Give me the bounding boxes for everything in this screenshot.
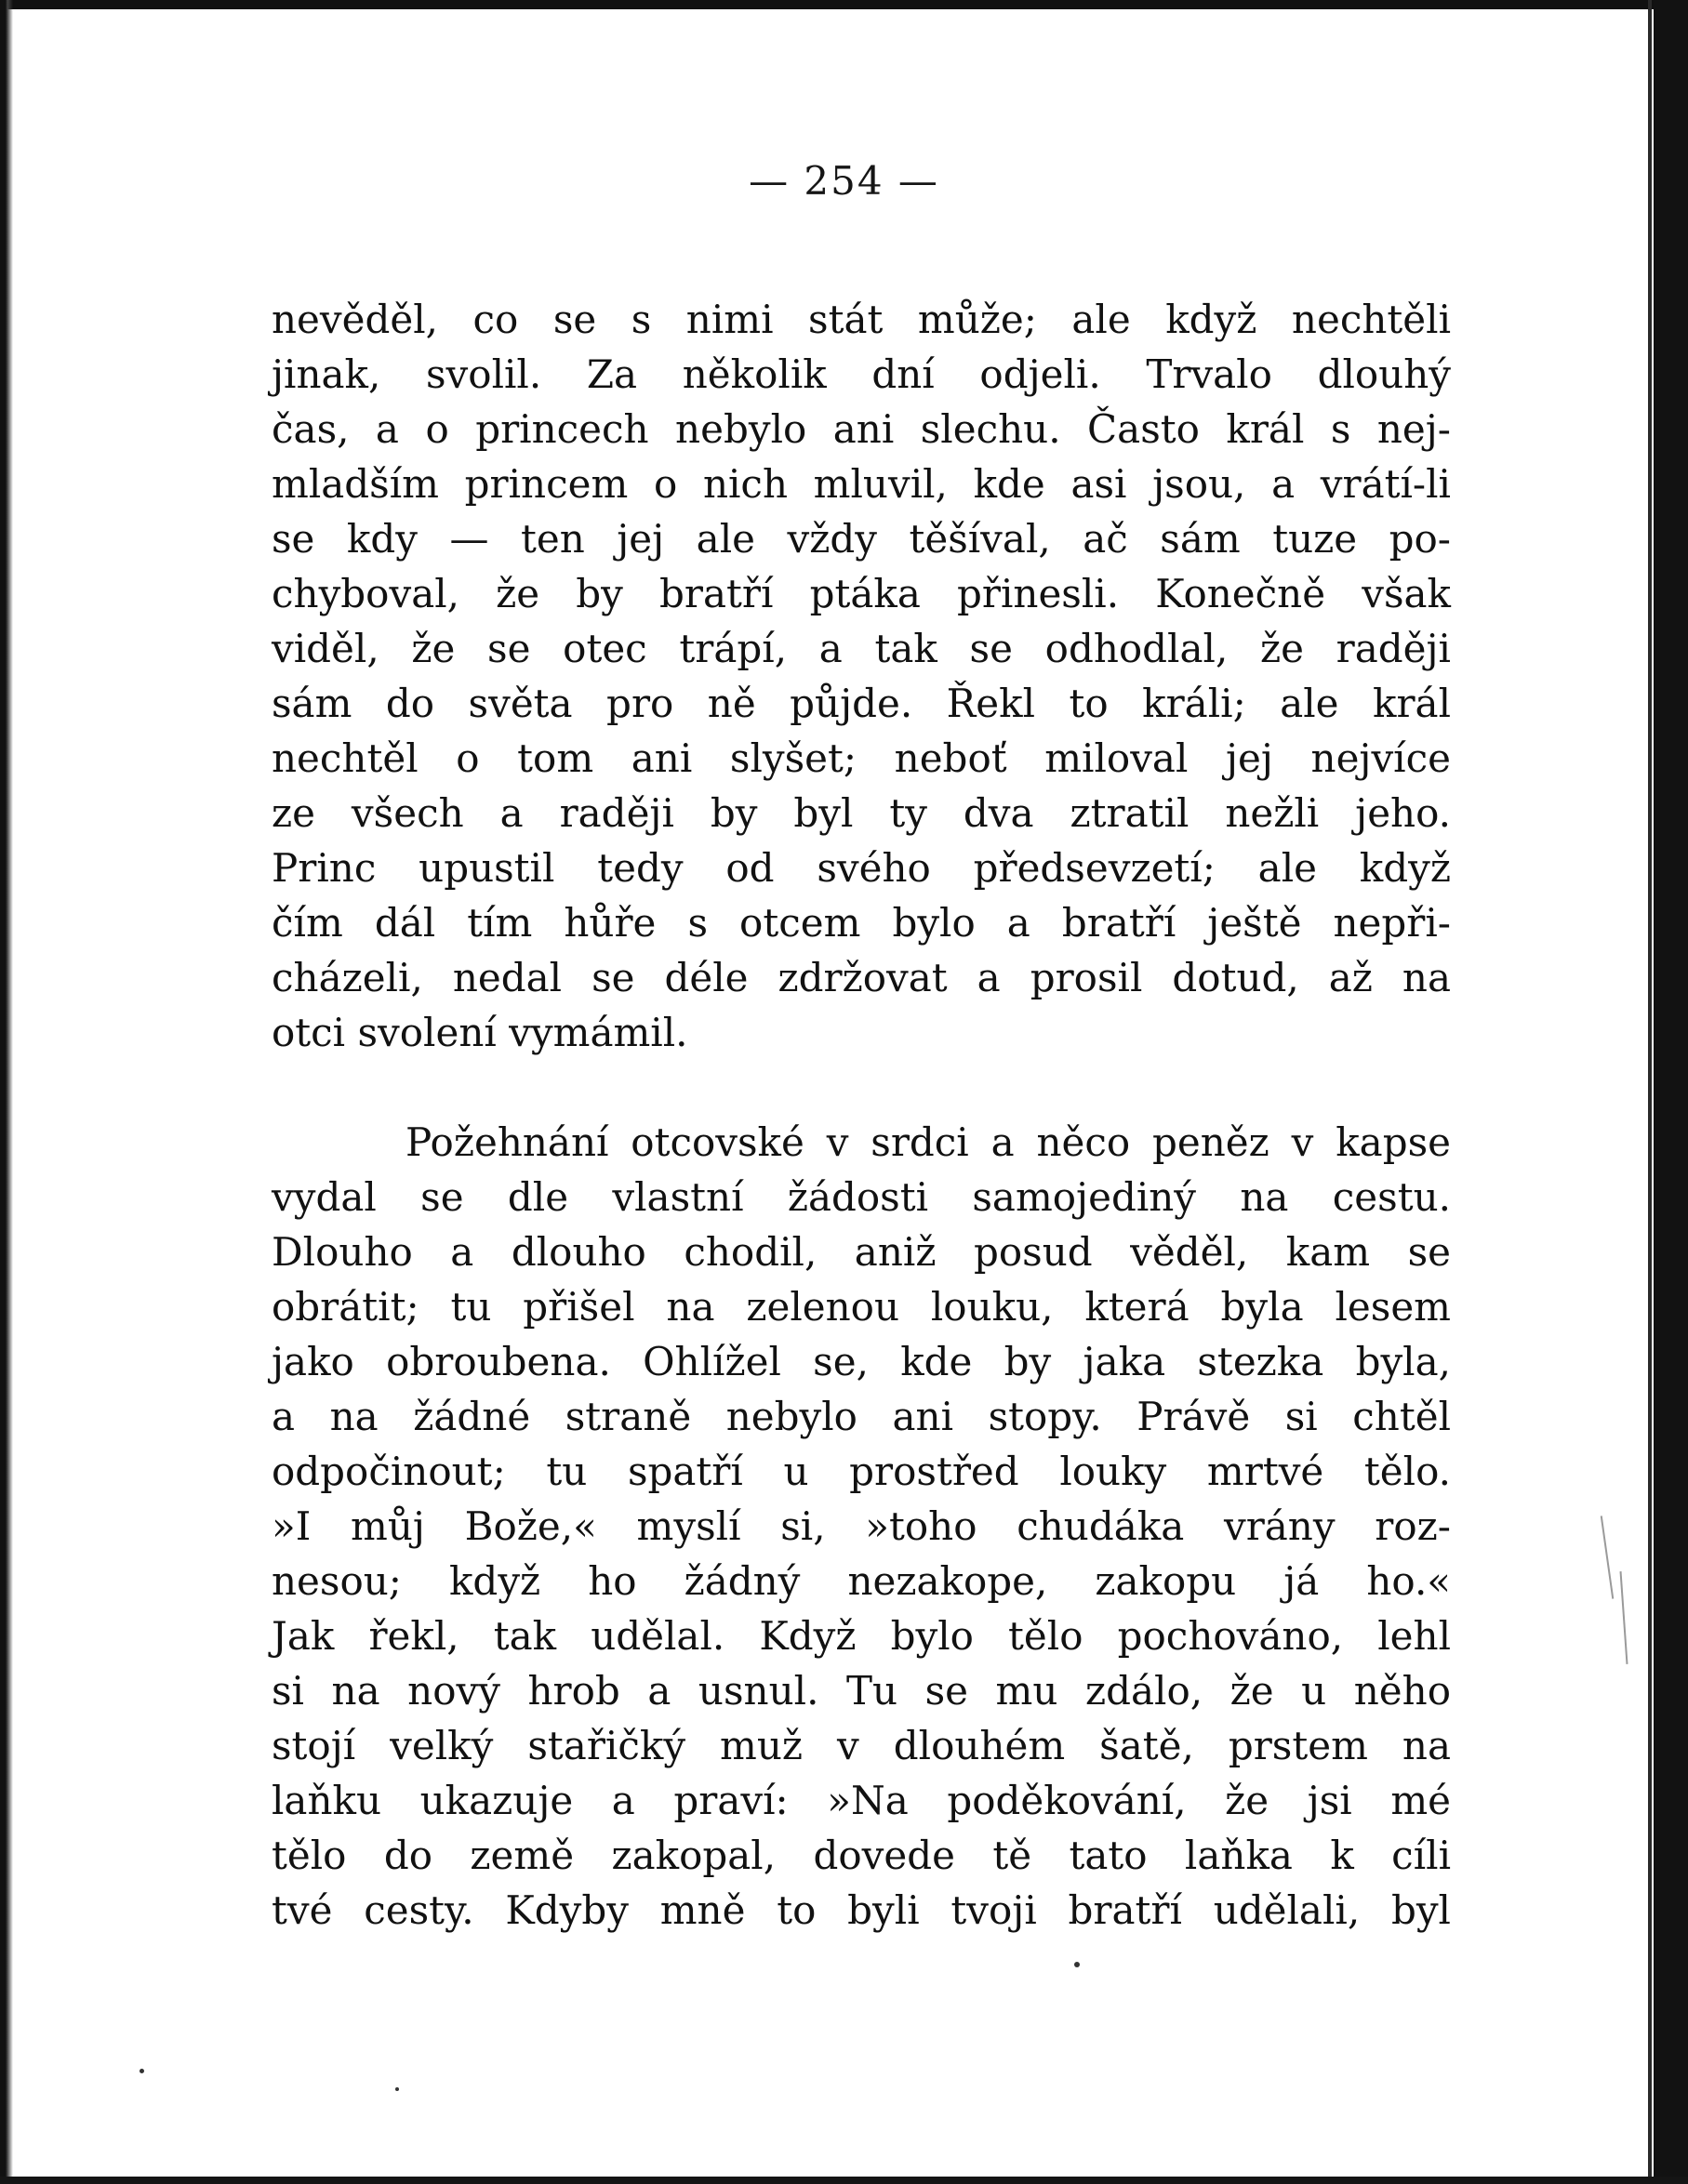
- text-line: jako obroubena. Ohlížel se, kde by jaka stezka byla,: [272, 1339, 1451, 1384]
- text-line: mladším princem o nich mluvil, kde asi jsou, a vrátí-li: [272, 461, 1451, 507]
- scan-top-edge: [0, 0, 1688, 9]
- text-line: jinak, svolil. Za několik dní odjeli. Trvalo dlouhý: [272, 351, 1451, 397]
- text-line: nesou; když ho žádný nezakope, zakopu já ho.«: [272, 1558, 1451, 1604]
- text-line: si na nový hrob a usnul. Tu se mu zdálo, že u něho: [272, 1668, 1451, 1714]
- text-line: odpočinout; tu spatří u prostřed louky mrtvé tělo.: [272, 1449, 1451, 1494]
- scan-right-inner-line: [1648, 0, 1652, 2184]
- scan-scratch: [1601, 1516, 1615, 1598]
- text-line: »I můj Bože,« myslí si, »toho chudáka vrány roz-: [272, 1503, 1451, 1549]
- text-line: otci svolení vymámil.: [272, 1010, 688, 1055]
- body-text: [272, 292, 1451, 1938]
- ink-speck: [140, 2069, 144, 2073]
- text-line: nechtěl o tom ani slyšet; neboť miloval jej nejvíce: [272, 735, 1451, 781]
- scan-right-edge: [1654, 0, 1688, 2184]
- text-line: sám do světa pro ně půjde. Řekl to králi; ale král: [272, 681, 1451, 726]
- page-number: — 254 —: [749, 158, 939, 204]
- text-line: Požehnání otcovské v srdci a něco peněz v kapse: [405, 1119, 1451, 1165]
- text-line: a na žádné straně nebylo ani stopy. Právě si chtěl: [272, 1394, 1451, 1439]
- text-line: cházeli, nedal se déle zdržovat a prosil dotud, až na: [272, 955, 1451, 1000]
- text-line: viděl, že se otec trápí, a tak se odhodlal, že raději: [272, 626, 1451, 671]
- text-line: chyboval, že by bratří ptáka přinesli. Konečně však: [272, 571, 1451, 616]
- scan-bottom-edge: [0, 2177, 1688, 2184]
- text-line: se kdy — ten jej ale vždy těšíval, ač sám tuze po-: [272, 516, 1451, 562]
- text-line: nevěděl, co se s nimi stát může; ale když nechtěli: [272, 297, 1451, 342]
- text-line: Dlouho a dlouho chodil, aniž posud věděl, kam se: [272, 1229, 1451, 1275]
- text-line: tělo do země zakopal, dovede tě tato laňka k cíli: [272, 1833, 1451, 1878]
- ink-speck: [1074, 1962, 1080, 1967]
- scan-left-edge: [0, 0, 13, 2184]
- text-line: vydal se dle vlastní žádosti samojediný na cestu.: [272, 1174, 1451, 1220]
- text-line: laňku ukazuje a praví: »Na poděkování, že jsi mé: [272, 1778, 1451, 1823]
- text-line: Jak řekl, tak udělal. Když bylo tělo pochováno, lehl: [272, 1613, 1451, 1659]
- text-line: tvé cesty. Kdyby mně to byli tvoji bratří udělali, byl: [272, 1887, 1451, 1933]
- text-line: Princ upustil tedy od svého předsevzetí; ale když: [272, 845, 1451, 891]
- paragraph-gap: [272, 1060, 1451, 1115]
- text-line: čím dál tím hůře s otcem bylo a bratří ještě nepři-: [272, 900, 1451, 946]
- text-line: obrátit; tu přišel na zelenou louku, která byla lesem: [272, 1284, 1451, 1330]
- ink-speck: [395, 2087, 399, 2091]
- text-line: čas, a o princech nebylo ani slechu. Často král s nej-: [272, 406, 1451, 452]
- text-line: stojí velký stařičký muž v dlouhém šatě, prstem na: [272, 1723, 1451, 1768]
- scan-scratch: [1620, 1571, 1628, 1664]
- text-line: ze všech a raději by byl ty dva ztratil nežli jeho.: [272, 790, 1451, 836]
